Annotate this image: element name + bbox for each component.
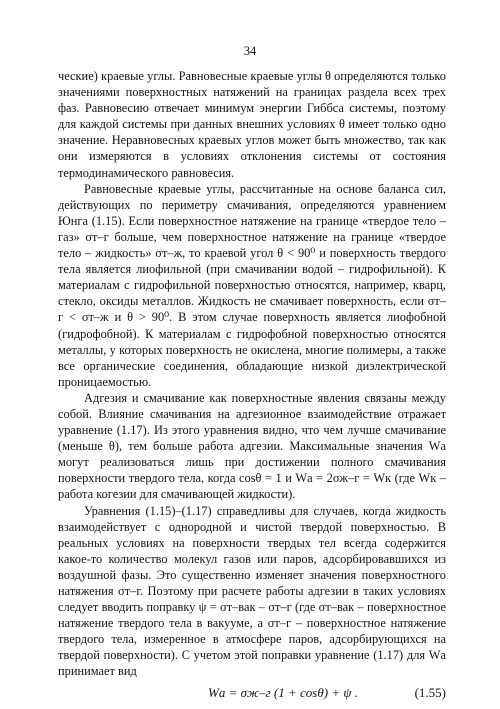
equation-number: (1.55): [414, 684, 446, 700]
paragraph-3: Адгезия и смачивание как поверхностные явления связаны между собой. Влияние смачивания на адгезионное взаимодействие отражает уравнение (1.17). Из этого уравнения видно, что чем лучше смачивание (меньше θ), тем больше работа адгезии. Максимальные значения Wа могут реализоваться лишь при достижении полного смачивания поверхности твердого тела, когда cosθ = 1 и Wа = 2σж–г = Wк (где Wк – работа когезии для смачивающей жидкости).: [58, 390, 446, 502]
formula: Wа = σж–г (1 + cosθ) + ψ .: [208, 684, 358, 700]
body-text: [58, 68, 446, 704]
paragraph-4: Уравнения (1.15)–(1.17) справедливы для случаев, когда жидкость взаимодействует с однородной и чистой твердой поверхностью. В реальных условиях на поверхности твердых тел всегда содержится какое-то количество молекул газов или паров, адсорбировавшихся из воздушной фазы. Это существенно изменяет значения поверхностного натяжения σт–г. Поэтому при расчете работы адгезии в таких условиях следует вводить поправку ψ = σт–вак – σт–г (где σт–вак – поверхностное натяжение твердого тела в вакууме, а σт–г – поверхностное натяжение твердого тела, измеренное в атмосфере паров, адсорбирующихся на твердой поверхности). С учетом этой поправки уравнение (1.17) для Wа принимает вид: [58, 503, 446, 679]
formula-row: [58, 682, 446, 704]
paragraph-1: ческие) краевые углы. Равновесные краевые углы θ определяются только значениями поверхностных натяжений на границах раздела всех трех фаз. Равновесию отвечает минимум энергии Гиббса системы, поэтому для каждой системы при данных внешних условиях θ имеет только одно значение. Неравновесных краевых углов может быть множество, так как они измеряются в условиях отклонения системы от состояния термодинамического равновесия.: [58, 69, 446, 180]
page-number: 34: [243, 44, 257, 58]
paragraph-2: Равновесные краевые углы, рассчитанные на основе баланса сил, действующих по периметру смачивания, определяются уравнением Юнга (1.15). Если поверхностное натяжение на границе «твердое тело – газ» σт–г больше, чем поверхностное натяжение на границе «твердое тело – жидкость» σт–ж, то краевой угол θ < 90⁰ и поверхность твердого тела является лиофильной (при смачивании водой – гидрофильной). К материалам с гидрофильной поверхностью относятся, например, кварц, стекло, оксиды металлов. Жидкость не смачивает поверхность, если σт–г < σт–ж и θ > 90⁰. В этом случае поверхность является лиофобной (гидрофобной). К материалам с гидрофобной поверхностью относятся металлы, у которых поверхность не окислена, многие полимеры, а также все органические соединения, обладающие низкой диэлектрической проницаемостью.: [58, 181, 446, 389]
